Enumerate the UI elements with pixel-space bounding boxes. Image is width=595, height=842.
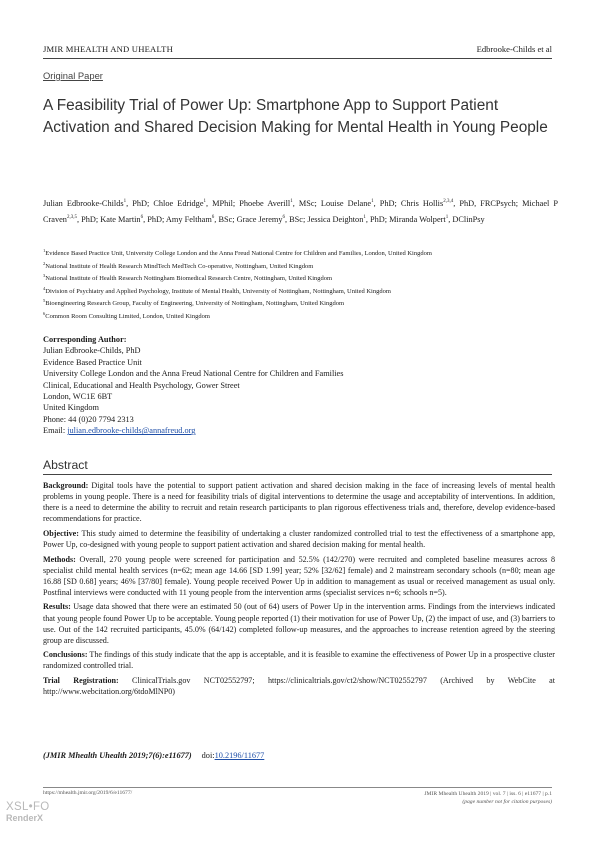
affiliation-list	[43, 248, 563, 323]
author-degree: , PhD;	[143, 214, 166, 224]
abstract-section-text: This study aimed to determine the feasibility of undertaking a cluster randomized controlled trial to test the effectiveness of a smartphone app, Power Up, co-designed with young people to support patient activation and shared decision making for mental health.	[43, 528, 555, 549]
address-line: Evidence Based Practice Unit	[43, 357, 142, 367]
affiliation-text: National Institute of Health Research Nottingham Biomedical Research Centre, Nottingham, United Kingdom	[45, 275, 333, 282]
author-affiliation-mark: 6	[140, 214, 144, 220]
author-affiliation-mark: 1	[203, 199, 207, 204]
journal-reference: (JMIR Mhealth Uhealth 2019;7(6):e11677)	[43, 751, 192, 760]
author-degree: , PhD;	[126, 199, 154, 208]
author-affiliation-mark: 6	[211, 214, 215, 220]
author-degree: , MPhil;	[206, 199, 240, 208]
header-divider	[43, 58, 552, 59]
running-author: Edbrooke-Childs et al	[476, 44, 552, 54]
author-name: Michael P Craven	[43, 199, 558, 224]
corresponding-address	[43, 345, 558, 425]
author-degree: , BSc;	[285, 214, 308, 224]
author-name: Chloe Edridge	[153, 199, 204, 208]
affiliation-text: Division of Psychiatry and Applied Psychology, Institute of Mental Health, University of Nottingham, Nottingham, United Kingdom	[45, 287, 391, 295]
corresponding-heading: Corresponding Author:	[43, 335, 127, 344]
abstract-section	[43, 601, 555, 645]
author-affiliation-mark: 1	[371, 199, 374, 204]
abstract-section-text: The findings of this study indicate that the app is acceptable, and it is feasible to examine the effectiveness of Power Up in a prospective cluster randomized controlled trial.	[43, 650, 555, 671]
affiliation-item	[43, 248, 563, 261]
author-name: Miranda Wolpert	[389, 214, 446, 224]
footer-reference	[424, 790, 552, 806]
logo-line2: RenderX	[6, 813, 44, 823]
author-affiliation-mark: 2,3,4	[443, 199, 454, 204]
abstract-section-label: Background:	[43, 481, 89, 490]
affiliation-item	[43, 298, 563, 311]
address-line: University College London and the Anna Freud National Centre for Children and Families	[43, 369, 344, 379]
affiliation-text: Bioengineering Research Group, Faculty of Engineering, University of Nottingham, Nottingham, United Kingdom	[45, 300, 345, 307]
logo-line1: XSL•FO	[6, 801, 50, 813]
author-degree: , PhD, FRCPsych;	[453, 199, 523, 208]
author-degree: , MSc;	[292, 199, 321, 208]
address-line: Julian Edbrooke-Childs, PhD	[43, 346, 141, 356]
author-affiliation-mark: 1	[290, 199, 293, 204]
address-line: United Kingdom	[43, 403, 99, 413]
author-name: Louise Delane	[320, 199, 372, 208]
author-list	[43, 196, 558, 227]
author-name: Phoebe Averill	[239, 199, 291, 208]
affiliation-item	[43, 273, 563, 286]
paper-title: A Feasibility Trial of Power Up: Smartphone App to Support Patient Activation and Shared Decision Making for Mental Health in Young People	[43, 97, 548, 136]
abstract-section	[43, 528, 555, 550]
affiliation-number: 3	[43, 273, 46, 278]
email-line	[43, 425, 558, 436]
affiliation-number: 5	[43, 298, 46, 303]
affiliation-item	[43, 286, 563, 299]
affiliation-number: 4	[43, 285, 46, 291]
footer-url: https://mhealth.jmir.org/2019/6/e11677/	[43, 790, 133, 796]
doi-link[interactable]: 10.2196/11677	[214, 751, 265, 760]
abstract-section-text: ClinicalTrials.gov NCT02552797; https://clinicaltrials.gov/ct2/show/NCT02552797 (Archived by WebCite at http://www.webcitation.org/6tdoMlNP0)	[43, 676, 555, 697]
address-line: Clinical, Educational and Health Psychology, Gower Street	[43, 380, 240, 390]
author-affiliation-mark: 6	[282, 214, 285, 220]
author-degree: , DClinPsy	[448, 214, 485, 224]
corresponding-author	[43, 334, 558, 437]
author-degree: , PhD;	[76, 214, 101, 224]
abstract-section-label: Trial Registration:	[43, 676, 119, 685]
abstract-body	[43, 480, 555, 701]
author-name: Chris Hollis	[400, 199, 444, 208]
author-affiliation-mark: 2,3,5	[66, 214, 77, 220]
affiliation-number: 6	[43, 310, 46, 316]
footer-ref-text: JMIR Mhealth Uhealth 2019 | vol. 7 | iss. 6 | e11677 | p.1	[424, 791, 552, 797]
abstract-section-text: Digital tools have the potential to support patient activation and shared decision making in the face of increasing levels of mental health problems in young people. There is a need for feasibility trials of digital interventions to determine the usage and acceptability of interventions. In addition, there is a need to determine the ability to recruit and retain research participants to plan rigorous effectiveness trials and, therefore, develop evidence-based recommendations for practice.	[43, 481, 555, 524]
affiliation-text: Common Room Consulting Limited, London, United Kingdom	[45, 312, 210, 320]
address-line: Phone: 44 (0)20 7794 2313	[43, 414, 134, 424]
affiliation-item	[43, 261, 563, 274]
renderx-logo	[6, 802, 50, 824]
author-affiliation-mark: 1	[445, 214, 449, 220]
email-link[interactable]: julian.edbrooke-childs@annafreud.org	[67, 426, 196, 436]
footer-divider	[43, 787, 552, 788]
author-degree: , BSc;	[214, 214, 237, 224]
author-name: Grace Jeremy	[236, 214, 283, 224]
abstract-section	[43, 554, 555, 598]
abstract-section	[43, 649, 555, 671]
affiliation-text: National Institute of Health Research MindTech MedTech Co-operative, Nottingham, United Kingdom	[45, 262, 314, 270]
abstract-section-text: Usage data showed that there were an estimated 50 (out of 64) users of Power Up in the intervention arms. Findings from the interviews indicated that young people found Power Up to be acceptable. Young people reported (1) their motivation for use of Power Up, (2) the impact of use, and (3) barriers to use. Out of the 142 recruited participants, 45.0% (64/142) completed follow-up measures, and the approaches to increase retention agreed by the steering group are discussed.	[43, 602, 555, 645]
abstract-section-text: Overall, 270 young people were screened for participation and 52.5% (142/270) were recruited and completed baseline measures across 8 specialist child mental health services (n=62; mean age 14.66 [SD 1.99] year; 52% [32/62] female) and 2 mainstream secondary schools (n=80; mean age 16.88 [SD 0.68] years; 46% [37/80] female). Young people received Power Up in addition to management as usual or received management as usual only. Postfinal interviews were conducted with 11 young people from the intervention arms (specialist services n=6; schools n=5).	[43, 554, 555, 597]
abstract-section-label: Methods:	[43, 554, 76, 564]
author-affiliation-mark: 1	[363, 214, 366, 220]
abstract-section-label: Results:	[43, 602, 71, 612]
abstract-divider	[43, 474, 552, 475]
affiliation-item	[43, 311, 563, 324]
author-name: Julian Edbrooke-Childs	[43, 199, 124, 208]
author-name: Jessica Deighton	[307, 214, 364, 224]
author-degree: , PhD;	[365, 214, 390, 224]
author-degree: , PhD;	[373, 199, 401, 208]
citation-line	[43, 751, 264, 760]
author-affiliation-mark: 1	[123, 199, 127, 204]
email-label: Email:	[43, 426, 68, 436]
abstract-heading: Abstract	[43, 458, 88, 472]
abstract-section-label: Conclusions:	[43, 650, 88, 660]
author-name: Amy Feltham	[165, 214, 212, 224]
section-label: Original Paper	[43, 70, 103, 81]
address-line: London, WC1E 6BT	[43, 392, 113, 402]
journal-name: JMIR MHEALTH AND UHEALTH	[43, 44, 173, 54]
affiliation-text: Evidence Based Practice Unit, University College London and the Anna Freud National Centre for Children and Families, London, United Kingdom	[45, 250, 432, 257]
doi-label: doi:	[201, 751, 215, 760]
affiliation-number: 1	[43, 248, 46, 253]
affiliation-number: 2	[43, 260, 46, 266]
abstract-section	[43, 675, 555, 697]
footer-note: (page number not for citation purposes)	[462, 799, 552, 805]
author-name: Kate Martin	[100, 214, 141, 224]
abstract-section	[43, 480, 555, 524]
abstract-section-label: Objective:	[43, 528, 79, 538]
